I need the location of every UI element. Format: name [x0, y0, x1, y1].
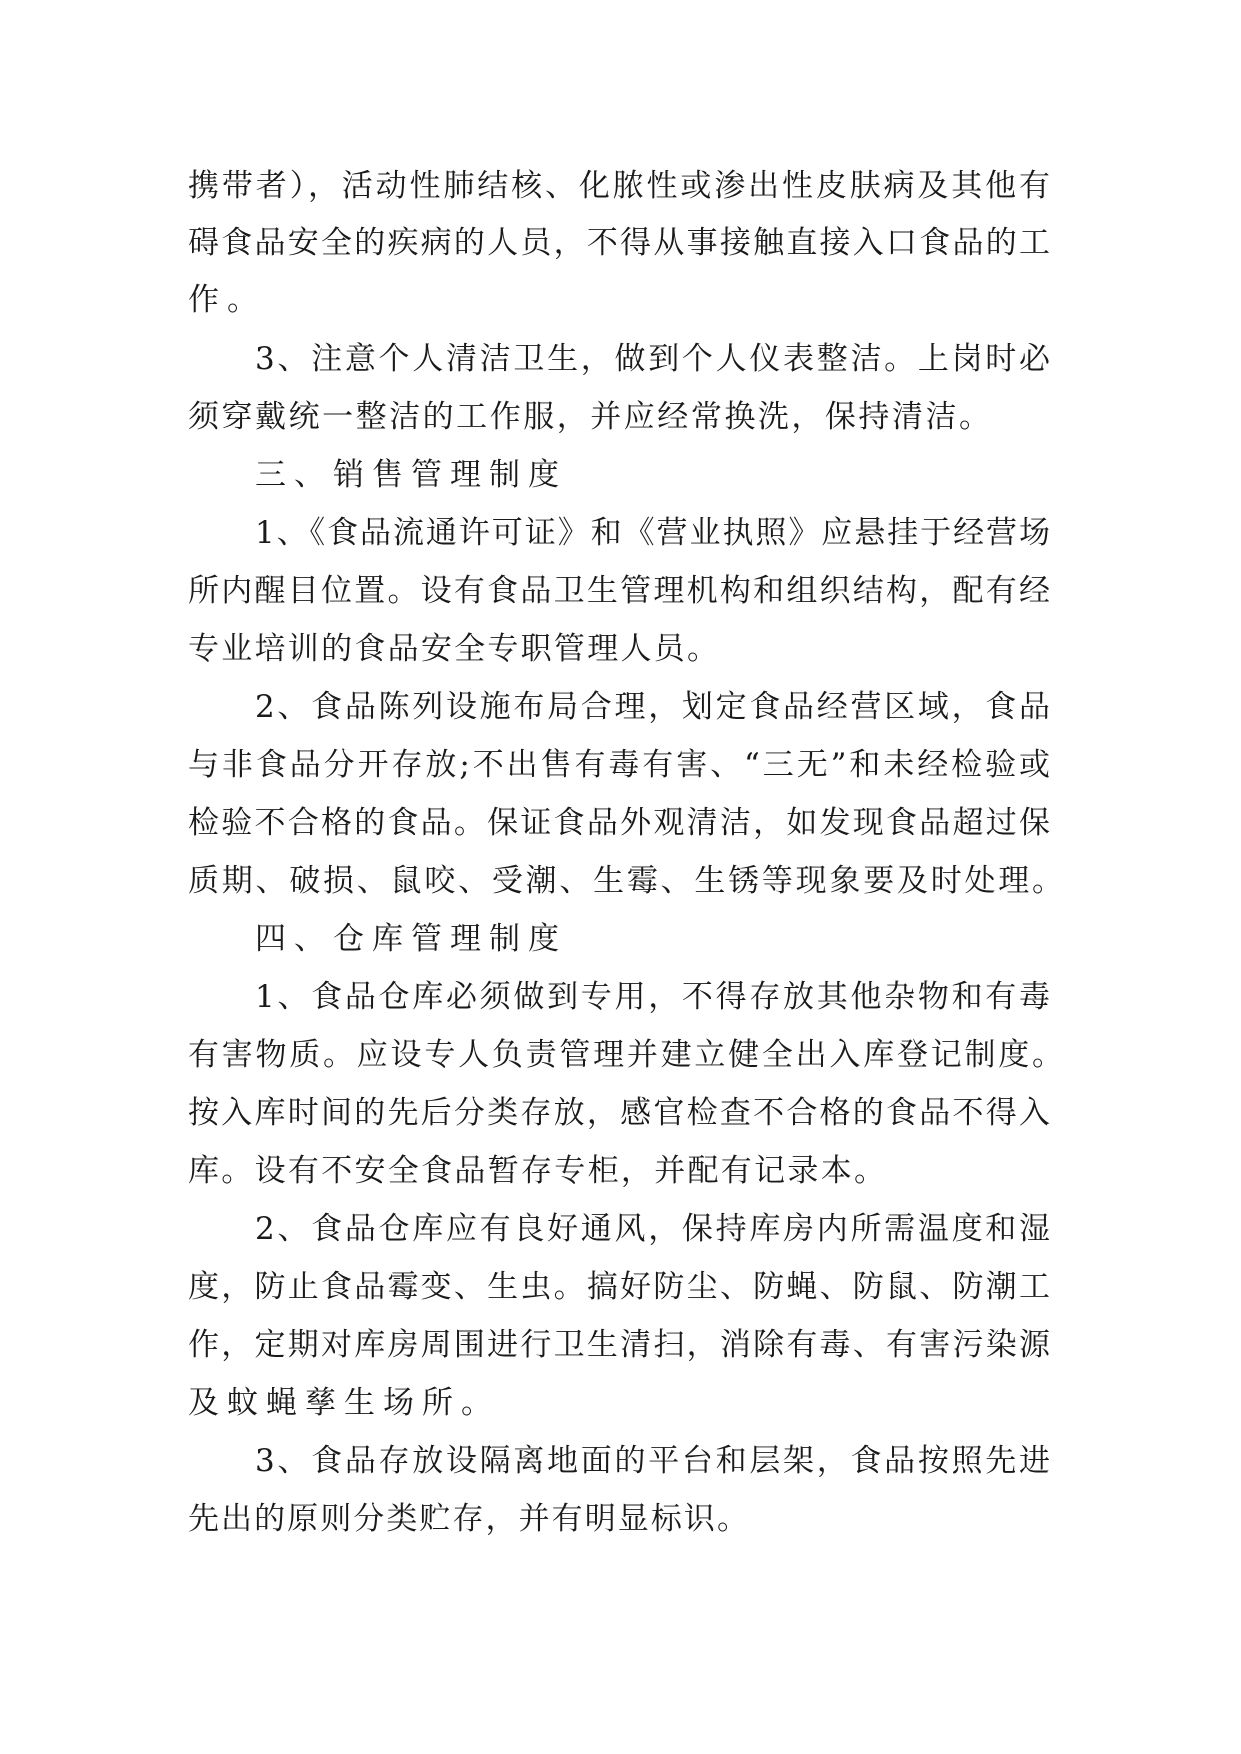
text-span: 度，防止食品霉变、生虫。搞好防尘、防蝇、防鼠、防潮工	[188, 1269, 1050, 1305]
text-line	[0, 504, 1241, 562]
text-span: 1、食品仓库必须做到专用，不得存放其他杂物和有毒	[255, 979, 1050, 1015]
text-line	[0, 157, 1241, 215]
text-line	[0, 968, 1241, 1026]
text-line	[0, 1200, 1241, 1258]
text-span: 3、食品存放设隔离地面的平台和层架，食品按照先进	[255, 1443, 1050, 1479]
text-span: 检验不合格的食品。保证食品外观清洁，如发现食品超过保	[188, 805, 1050, 841]
text-span: 须穿戴统一整洁的工作服，并应经常换洗，保持清洁。	[188, 399, 990, 435]
text-span: 作。	[188, 282, 266, 318]
text-span: 专业培训的食品安全专职管理人员。	[188, 631, 718, 667]
text-line	[0, 1490, 1241, 1548]
text-line	[0, 330, 1241, 388]
text-line	[0, 620, 1241, 678]
text-span: 四、仓库管理制度	[255, 921, 567, 957]
text-span: 与非食品分开存放;不出售有毒有害、“三无”和未经检验或	[188, 747, 1050, 783]
text-line	[0, 1258, 1241, 1316]
text-span: 1、《食品流通许可证》和《营业执照》应悬挂于经营场	[255, 515, 1050, 551]
text-line	[0, 1316, 1241, 1374]
section-heading	[0, 910, 1241, 968]
text-span: 按入库时间的先后分类存放，感官检查不合格的食品不得入	[188, 1095, 1050, 1131]
text-line	[0, 1374, 1241, 1432]
text-span: 作，定期对库房周围进行卫生清扫，消除有毒、有害污染源	[188, 1327, 1050, 1363]
text-span: 及蚊蝇孳生场所。	[188, 1385, 500, 1421]
text-line	[0, 271, 1241, 329]
text-line	[0, 852, 1241, 910]
text-span: 携带者），活动性肺结核、化脓性或渗出性皮肤病及其他有	[188, 168, 1050, 204]
text-span: 先出的原则分类贮存，并有明显标识。	[188, 1501, 748, 1537]
text-line	[0, 678, 1241, 736]
text-line	[0, 1432, 1241, 1490]
text-span: 有害物质。应设专人负责管理并建立健全出入库登记制度。	[188, 1037, 1063, 1073]
text-line	[0, 736, 1241, 794]
text-line	[0, 794, 1241, 852]
text-span: 2、食品仓库应有良好通风，保持库房内所需温度和湿	[255, 1211, 1050, 1247]
text-line	[0, 214, 1241, 272]
text-line	[0, 1142, 1241, 1200]
text-line	[0, 1026, 1241, 1084]
text-line	[0, 1084, 1241, 1142]
text-span: 碍食品安全的疾病的人员，不得从事接触直接入口食品的工	[188, 225, 1050, 261]
text-span: 3、注意个人清洁卫生，做到个人仪表整洁。上岗时必	[255, 341, 1050, 377]
text-span: 库。设有不安全食品暂存专柜，并配有记录本。	[188, 1153, 885, 1189]
text-span: 2、食品陈列设施布局合理，划定食品经营区域，食品	[255, 689, 1050, 725]
section-heading	[0, 446, 1241, 504]
text-span: 质期、破损、鼠咬、受潮、生霉、生锈等现象要及时处理。	[188, 863, 1063, 899]
text-span: 三、销售管理制度	[255, 457, 567, 493]
text-line	[0, 388, 1241, 446]
text-span: 所内醒目位置。设有食品卫生管理机构和组织结构，配有经	[188, 573, 1050, 609]
text-line	[0, 562, 1241, 620]
